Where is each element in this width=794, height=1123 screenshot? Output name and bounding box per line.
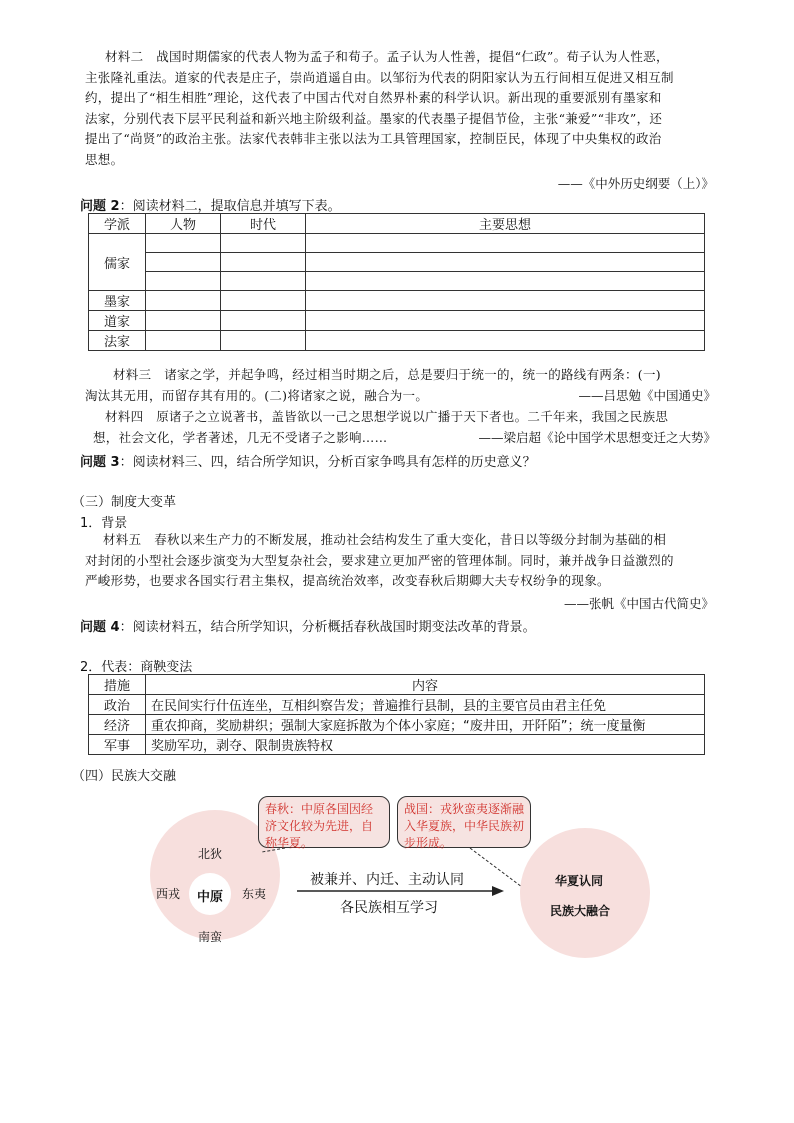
section-3-title: （三）制度大变革: [72, 495, 177, 510]
row-label-mohist: 墨家: [89, 291, 146, 311]
text-line: 材料五 春秋以来生产力的不断发展，推动社会结构发生了重大变化，昔日以等级分封制为基础的相: [103, 532, 667, 547]
text-line: 约，提出了“相生相胜”理论，这代表了中国古代对自然界朴素的科学认识。新出现的重要派别有墨家和: [85, 90, 662, 105]
header-thought: 主要思想: [306, 214, 705, 234]
label-east: 东夷: [242, 887, 267, 901]
content-political: 在民间实行什伍连坐，互相纠察告发；普遍推行县制，县的主要官员由君主任免: [146, 695, 705, 715]
text-line: 提出了“尚贤”的政治主张。法家代表韩非主张以法为工具管理国家，控制臣民，体现了中央集权的政治: [85, 131, 662, 146]
question-label: 问题 4: [80, 620, 120, 635]
measure-military: 军事: [89, 735, 146, 755]
label-north: 北狄: [198, 847, 223, 861]
callout-spring-text: 春秋：中原各国因经济文化较为先进，自称华夏。: [265, 802, 374, 850]
header-person: 人物: [146, 214, 221, 234]
text-line: 法家，分别代表下层平民利益和新兴地主阶级利益。墨家的代表墨子提倡节俭，主张“兼爱”“非攻”，还: [85, 110, 663, 126]
material-5-source: ——张帆《中国古代简史》: [563, 596, 714, 611]
material-2-source: ——《中外历史纲要（上）》: [557, 176, 714, 191]
question-text: ：阅读材料三、四，结合所学知识，分析百家争鸣具有怎样的历史意义？: [119, 455, 536, 470]
text-line: 材料三 诸家之学，并起争鸣，经过相当时期之后，总是要归于统一的，统一的路线有两条：(一): [113, 367, 661, 382]
result-label-1: 华夏认同: [555, 874, 604, 888]
text-line: 主张隆礼重法。道家的代表是庄子，崇尚逍遥自由。以邹衍为代表的阴阳家认为五行间相互促进又相互制: [85, 69, 674, 85]
measure-political: 政治: [89, 695, 146, 715]
text-line: 淘汰其无用，而留存其有用的。(二)将诸家之说，融合为一。: [85, 387, 429, 403]
question-text: ：阅读材料二，提取信息并填写下表。: [119, 199, 341, 214]
result-label-2: 民族大融合: [550, 904, 611, 918]
question-label: 问题 2: [80, 199, 120, 214]
header-measure: 措施: [89, 675, 146, 695]
content-economic: 重农抑商，奖励耕织；强制大家庭拆散为个体小家庭；“废井田，开阡陌”；统一度量衡: [146, 715, 705, 735]
question-text: ：阅读材料五，结合所学知识，分析概括春秋战国时期变法改革的背景。: [119, 620, 536, 635]
question-label: 问题 3: [80, 455, 120, 470]
callout-warring-text: 战国：戎狄蛮夷逐渐融入华夏族，中华民族初步形成。: [404, 802, 525, 850]
reform-representative-title: 2．代表：商鞅变法: [80, 660, 193, 675]
callout-pointer-right: [470, 848, 526, 890]
text-line: 材料四 原诸子之立说著书，盖皆欲以一己之思想学说以广播于天下者也。二千年来，我国之民族思: [105, 409, 669, 424]
header-era: 时代: [221, 214, 306, 234]
main-arrow-head: [492, 886, 504, 896]
measure-economic: 经济: [89, 715, 146, 735]
arrow-label-bottom: 各民族相互学习: [340, 900, 438, 916]
label-west: 西戎: [156, 887, 181, 901]
section-3-sub-background: 1．背景: [80, 516, 128, 531]
text-line: 思想。: [85, 151, 124, 167]
label-center: 中原: [197, 890, 224, 905]
text-line: 材料二 战国时期儒家的代表人物为孟子和荀子。孟子认为人性善，提倡“仁政”。荀子认为人性恶，: [105, 49, 669, 64]
row-label-legalist: 法家: [89, 331, 146, 351]
text-line: 对封闭的小型社会逐步演变为大型复杂社会，要求建立更加严密的管理体制。同时，兼并战争日益激烈的: [85, 552, 674, 568]
header-content: 内容: [146, 675, 705, 695]
arrow-label-top: 被兼并、内迁、主动认同: [310, 872, 464, 888]
content-military: 奖励军功，剥夺、限制贵族特权: [146, 735, 705, 755]
section-4-title: （四）民族大交融: [72, 769, 177, 784]
text-line: 严峻形势，也要求各国实行君主集权，提高统治效率，改变春秋后期卿大夫专权纷争的现象。: [85, 573, 610, 588]
material-4-source: ——梁启超《论中国学术思想变迁之大势》: [478, 430, 716, 445]
header-school: 学派: [89, 214, 146, 234]
label-south: 南蛮: [198, 930, 223, 944]
callout-pointer-left: [262, 848, 285, 852]
text-line: 想，社会文化，学者著述，几无不受诸子之影响……: [93, 429, 388, 445]
material-3-source: ——吕思勉《中国通史》: [578, 388, 716, 403]
row-label-confucian: 儒家: [89, 234, 146, 291]
result-circle: [520, 828, 650, 958]
row-label-taoist: 道家: [89, 311, 146, 331]
